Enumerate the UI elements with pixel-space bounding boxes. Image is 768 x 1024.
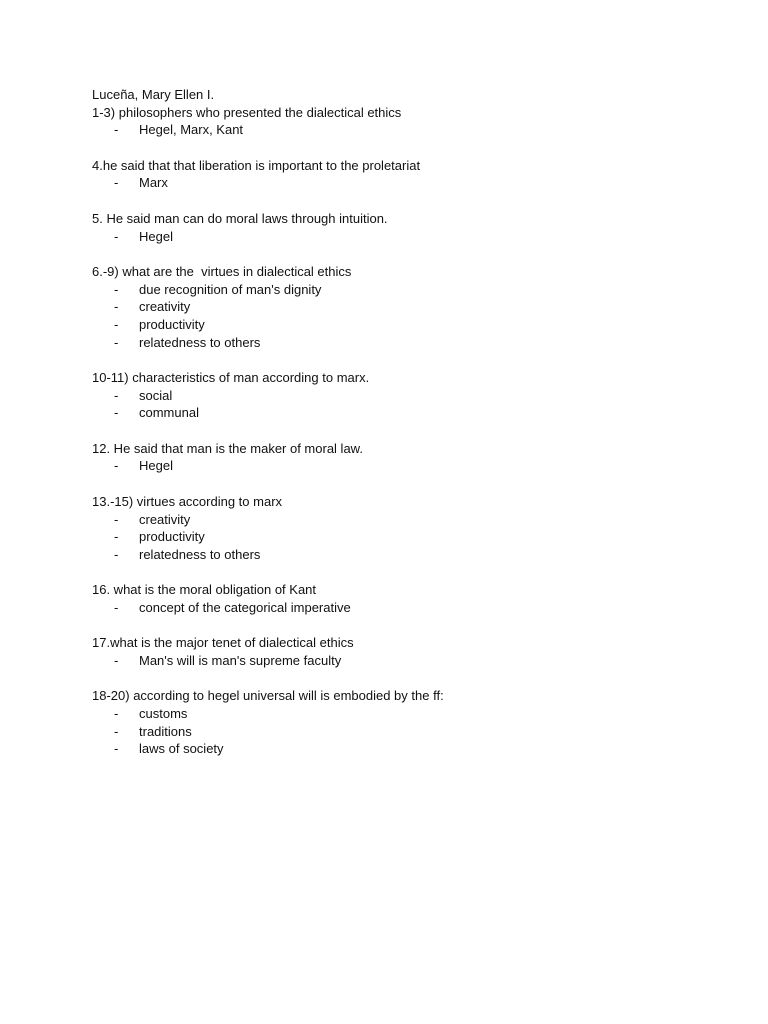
answer-text: laws of society bbox=[139, 741, 224, 757]
answer-item bbox=[92, 387, 732, 405]
answer-text: Hegel bbox=[139, 458, 173, 474]
answer-text: productivity bbox=[139, 529, 205, 545]
bullet-dash: - bbox=[114, 511, 119, 527]
answer-item bbox=[92, 316, 732, 334]
bullet-dash: - bbox=[114, 529, 119, 545]
document-page bbox=[92, 86, 732, 758]
answer-text: Hegel bbox=[139, 228, 173, 244]
answer-text: productivity bbox=[139, 316, 205, 332]
blank-line bbox=[92, 245, 732, 263]
question-text: 17.what is the major tenet of dialectical ethics bbox=[92, 635, 354, 651]
blank-line bbox=[92, 351, 732, 369]
bullet-dash: - bbox=[114, 122, 119, 138]
answer-text: customs bbox=[139, 706, 188, 722]
question-text: 12. He said that man is the maker of moral law. bbox=[92, 440, 363, 456]
blank-line bbox=[92, 617, 732, 635]
answer-text: relatedness to others bbox=[139, 546, 261, 562]
bullet-dash: - bbox=[114, 706, 119, 722]
answer-text: concept of the categorical imperative bbox=[139, 599, 351, 615]
question-text: 18-20) according to hegel universal will is embodied by the ff: bbox=[92, 688, 444, 704]
question-text: 1-3) philosophers who presented the dialectical ethics bbox=[92, 104, 402, 120]
answer-text: creativity bbox=[139, 299, 191, 315]
question-text: 10-11) characteristics of man according to marx. bbox=[92, 370, 370, 385]
answer-item bbox=[92, 404, 732, 422]
answer-item bbox=[92, 174, 732, 192]
answer-item bbox=[92, 546, 732, 564]
question-text: 4.he said that that liberation is important to the proletariat bbox=[92, 157, 421, 173]
bullet-dash: - bbox=[114, 281, 119, 297]
question-text: 5. He said man can do moral laws through intuition. bbox=[92, 210, 388, 226]
blank-line bbox=[92, 564, 732, 582]
answer-text: creativity bbox=[139, 511, 191, 527]
blank-line bbox=[92, 192, 732, 210]
bullet-dash: - bbox=[114, 316, 119, 332]
answer-text: Man's will is man's supreme faculty bbox=[139, 653, 342, 668]
answer-item bbox=[92, 298, 732, 316]
bullet-dash: - bbox=[114, 334, 119, 350]
answer-item bbox=[92, 740, 732, 758]
answer-text: relatedness to others bbox=[139, 334, 261, 350]
question-text: 6.-9) what are the virtues in dialectical ethics bbox=[92, 263, 352, 279]
answer-text: Marx bbox=[139, 175, 168, 191]
bullet-dash: - bbox=[114, 228, 119, 244]
bullet-dash: - bbox=[114, 723, 119, 739]
answer-item bbox=[92, 723, 732, 741]
question-text: 16. what is the moral obligation of Kant bbox=[92, 582, 317, 598]
bullet-dash: - bbox=[114, 599, 119, 615]
bullet-dash: - bbox=[114, 458, 119, 474]
bullet-dash: - bbox=[114, 741, 119, 757]
bullet-dash: - bbox=[114, 387, 119, 403]
blank-line bbox=[92, 422, 732, 440]
answer-item bbox=[92, 121, 732, 139]
answer-item bbox=[92, 528, 732, 546]
bullet-dash: - bbox=[114, 175, 119, 191]
question-text: 13.-15) virtues according to marx bbox=[92, 493, 283, 509]
answer-text: social bbox=[139, 387, 173, 403]
answer-item bbox=[92, 511, 732, 529]
bullet-dash: - bbox=[114, 299, 119, 315]
blank-line bbox=[92, 670, 732, 688]
answer-text: Hegel, Marx, Kant bbox=[139, 122, 244, 138]
answer-item bbox=[92, 599, 732, 617]
answer-item bbox=[92, 457, 732, 475]
answer-item bbox=[92, 705, 732, 723]
answer-item bbox=[92, 334, 732, 352]
answer-item bbox=[92, 652, 732, 670]
bullet-dash: - bbox=[114, 546, 119, 562]
author-line: Luceña, Mary Ellen I. bbox=[92, 87, 215, 102]
question-list bbox=[92, 104, 732, 758]
blank-line bbox=[92, 139, 732, 157]
answer-text: traditions bbox=[139, 723, 192, 739]
bullet-dash: - bbox=[114, 653, 119, 668]
answer-text: due recognition of man's dignity bbox=[139, 281, 322, 297]
bullet-dash: - bbox=[114, 405, 119, 421]
answer-item bbox=[92, 228, 732, 246]
answer-item bbox=[92, 281, 732, 299]
blank-line bbox=[92, 475, 732, 493]
answer-text: communal bbox=[139, 405, 199, 421]
